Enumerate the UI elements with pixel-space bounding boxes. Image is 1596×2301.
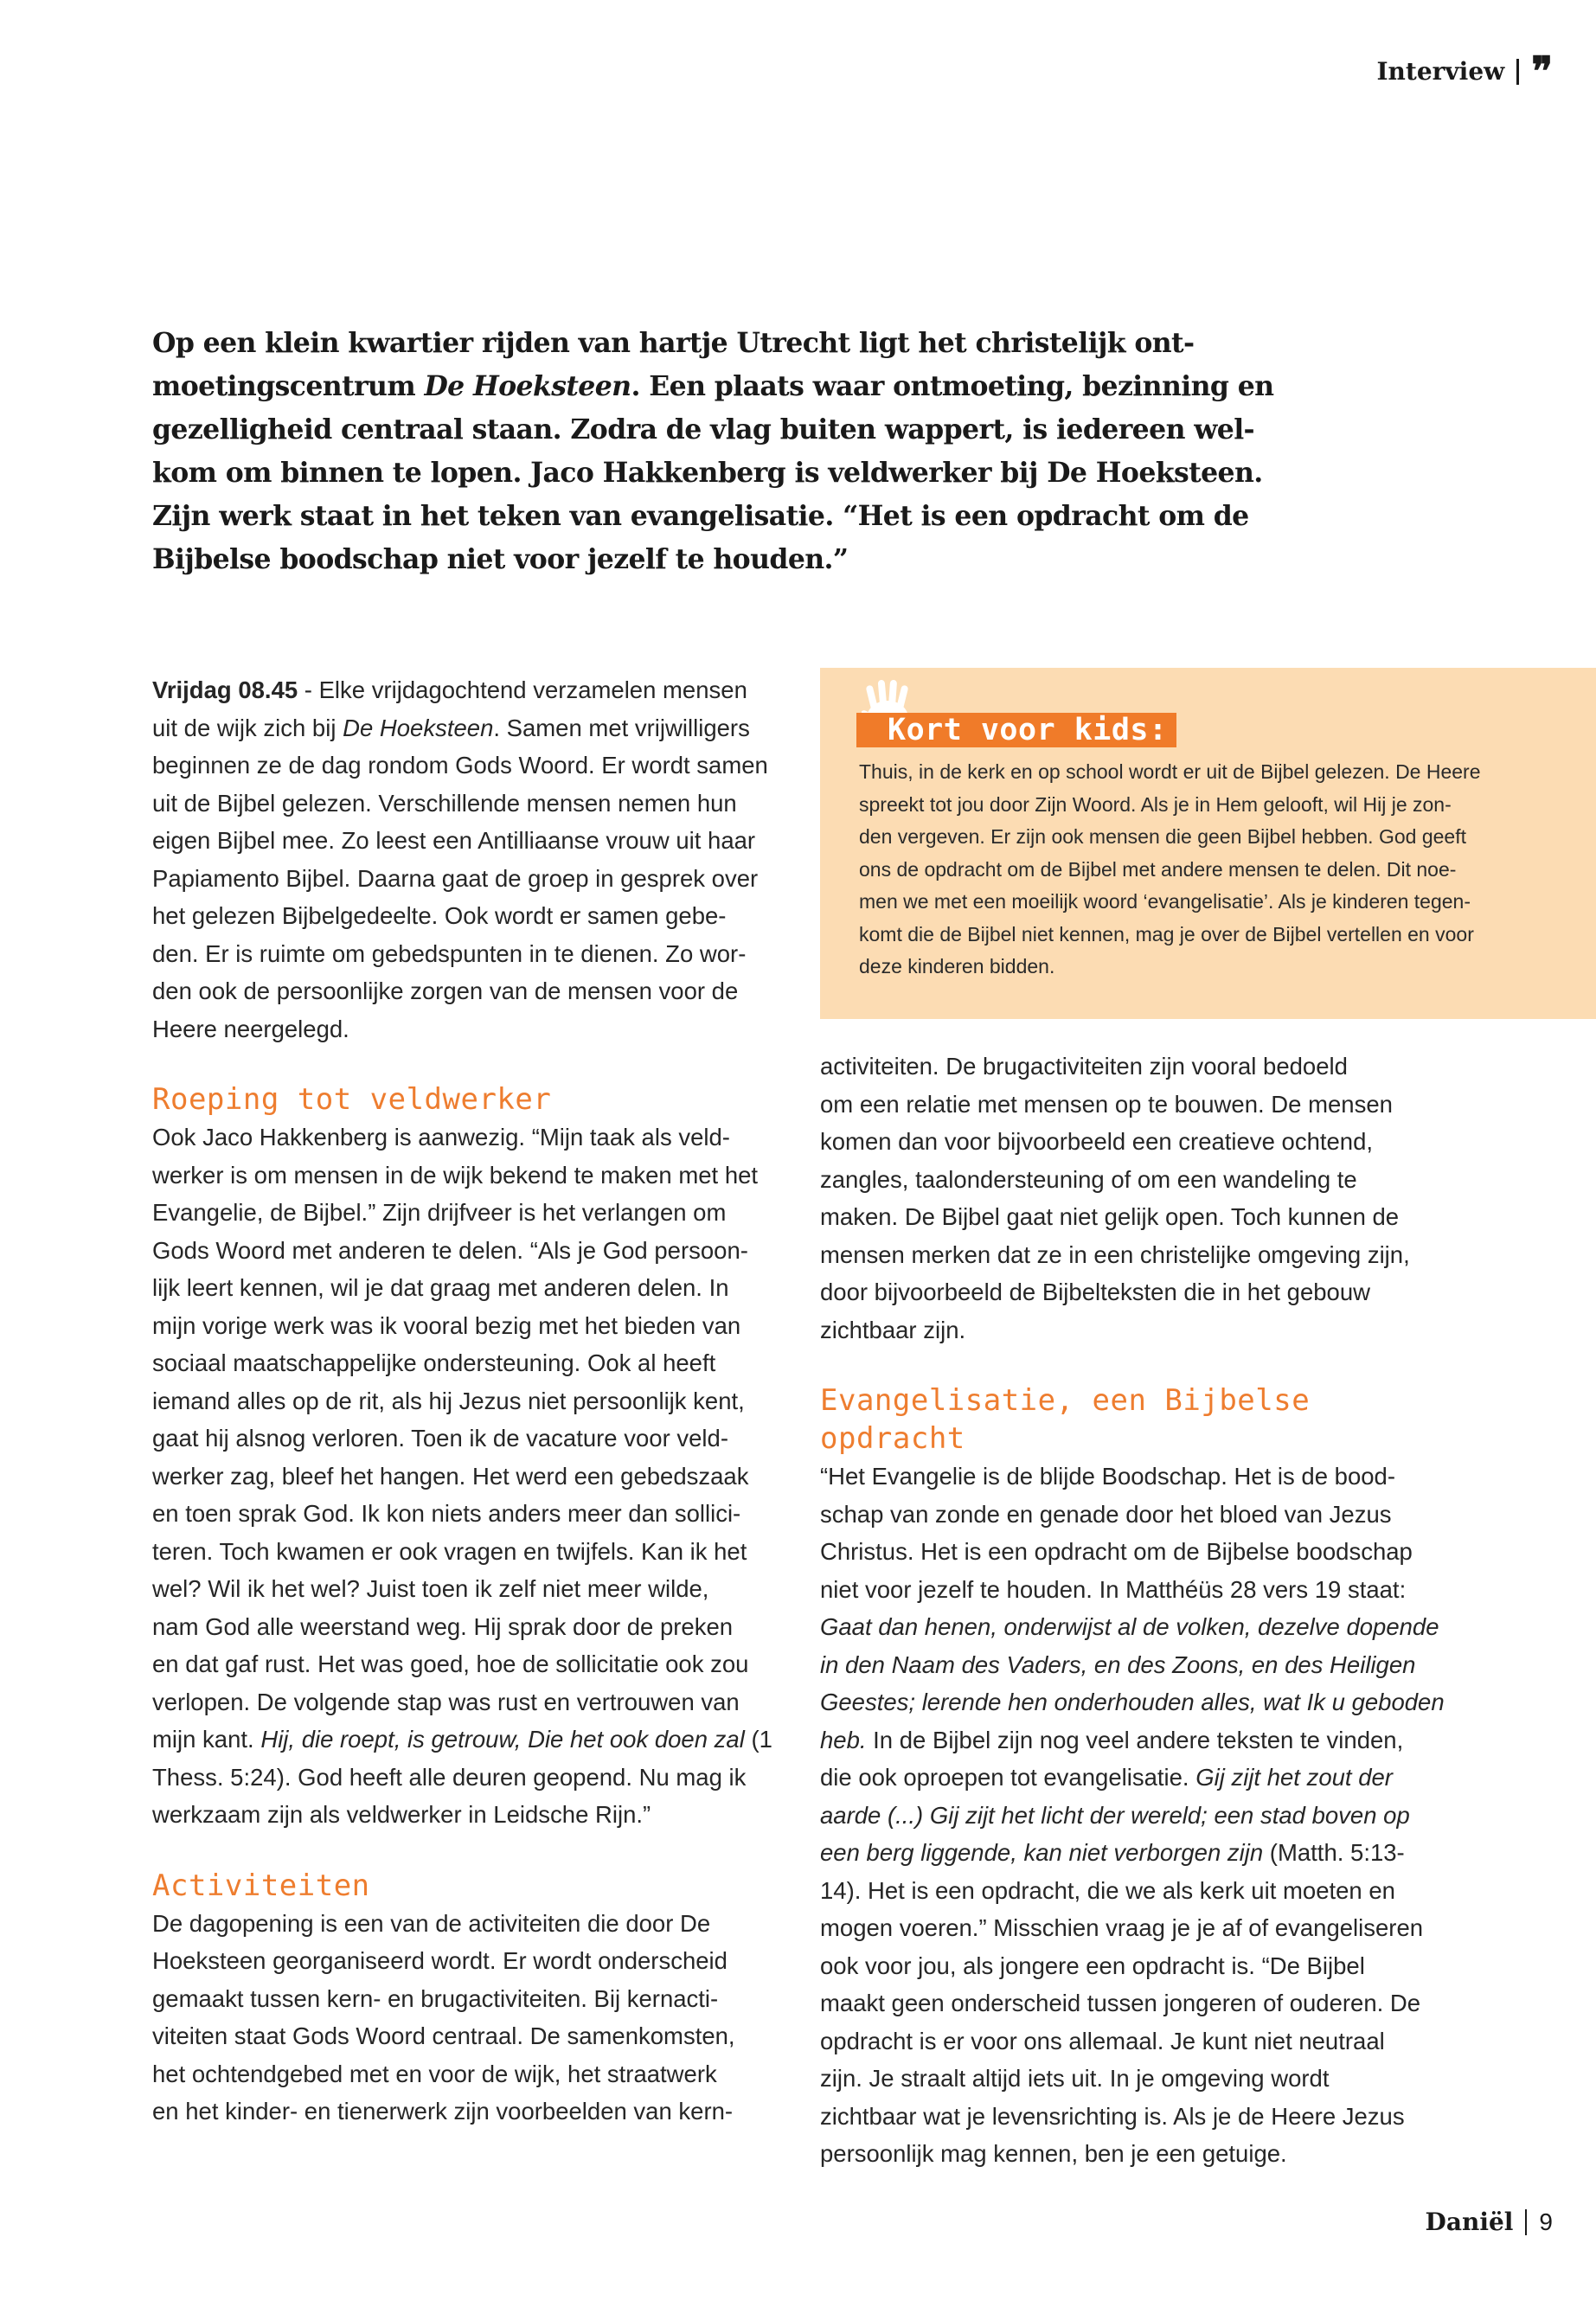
opening-paragraph <box>152 671 792 1048</box>
text-line: mijn kant. Hij, die roept, is getrouw, Die het ook doen zal (1 <box>152 1726 772 1753</box>
text-line: lijk leert kennen, wil je dat graag met anderen delen. In <box>152 1274 729 1301</box>
text-line: Op een klein kwartier rijden van hartje Utrecht ligt het christelijk ont- <box>152 327 1195 359</box>
kids-text <box>859 756 1577 984</box>
text-line: door bijvoorbeeld de Bijbelteksten die in het gebouw <box>820 1279 1370 1305</box>
text-line: nam God alle weerstand weg. Hij sprak door de preken <box>152 1612 734 1640</box>
text-line: sociaal maatschappelijke ondersteuning. Ook al heeft <box>152 1349 716 1376</box>
text-line: en toen sprak God. Ik kon niets anders meer dan sollici- <box>152 1500 741 1527</box>
text-line: en dat gaf rust. Het was goed, hoe de sollicitatie ook zou <box>152 1650 749 1677</box>
text-line: Thess. 5:24). God heeft alle deuren geopend. Nu mag ik <box>152 1763 747 1791</box>
text-line: maakt geen onderscheid tussen jongeren of ouderen. De <box>820 1990 1421 2016</box>
text-line: Christus. Het is een opdracht om de Bijbelse boodschap <box>820 1538 1413 1565</box>
text-line: viteiten staat Gods Woord centraal. De samenkomsten, <box>152 2022 735 2049</box>
text-line: werkzaam zijn als veldwerker in Leidsche Rijn.” <box>152 1801 651 1828</box>
right-column <box>820 1048 1460 2173</box>
kids-box <box>820 668 1596 1019</box>
section-label: Interview <box>1376 57 1505 86</box>
left-column <box>152 671 792 2131</box>
text-line: mijn vorige werk was ik vooral bezig met het bieden van <box>152 1311 741 1339</box>
text-line: werker zag, bleef het hangen. Het werd een gebedszaak <box>152 1462 749 1490</box>
text-line: niet voor jezelf te houden. In Matthéüs 28 vers 19 staat: <box>820 1575 1407 1603</box>
text-line: 14). Het is een opdracht, die we als kerk uit moeten en <box>820 1876 1395 1904</box>
text-line: die ook oproepen tot evangelisatie. Gij zijt het zout der <box>820 1764 1393 1791</box>
text-line: zichtbaar zijn. <box>820 1316 966 1343</box>
text-line: “Het Evangelie is de blijde Boodschap. Het is de bood- <box>820 1463 1395 1490</box>
continued-paragraph <box>820 1048 1460 1349</box>
page-footer <box>1426 2208 1553 2236</box>
page-number: 9 <box>1539 2208 1553 2235</box>
text-line: schap van zonde en genade door het bloed van Jezus <box>820 1500 1392 1528</box>
text-line: gezelligheid centraal staan. Zodra de vlag buiten wappert, is iedereen wel- <box>152 413 1255 445</box>
text-line: De dagopening is een van de activiteiten die door De <box>152 1909 711 1937</box>
text-line: wel? Wil ik het wel? Juist toen ik zelf niet meer wilde, <box>152 1575 709 1602</box>
kids-title-text: Kort voor kids: <box>888 713 1168 747</box>
text-line: zichtbaar wat je levensrichting is. Als je de Heere Jezus <box>820 2102 1405 2130</box>
text-line: verlopen. De volgende stap was rust en vertrouwen van <box>152 1688 740 1715</box>
text-line: zijn. Je straalt altijd iets uit. In je omgeving wordt <box>820 2065 1330 2092</box>
section-heading-evangelisatie: Evangelisatie, een Bijbelse opdracht <box>820 1383 1311 1456</box>
footer-divider <box>1525 2209 1527 2235</box>
text-line: Gaat dan henen, onderwijst al de volken, dezelve dopende <box>820 1613 1439 1640</box>
text-line: een berg liggende, kan niet verborgen zijn (Matth. 5:13- <box>820 1839 1405 1866</box>
text-line: in den Naam des Vaders, en des Zoons, en des Heiligen <box>820 1650 1416 1678</box>
text-line: kom om binnen te lopen. Jaco Hakkenberg is veldwerker bij De Hoeksteen. <box>152 457 1263 489</box>
text-line: Geestes; lerende hen onderhouden alles, wat Ik u geboden <box>820 1689 1445 1715</box>
text-line: den ook de persoonlijke zorgen van de mensen voor de <box>152 977 739 1004</box>
text-line: het gelezen Bijbelgedeelte. Ook wordt er samen gebe- <box>152 902 727 929</box>
text-line: uit de wijk zich bij De Hoeksteen. Samen met vrijwilligers <box>152 714 750 741</box>
text-line: uit de Bijbel gelezen. Verschillende mensen nemen hun <box>152 789 737 817</box>
text-line: opdracht is er voor ons allemaal. Je kunt niet neutraal <box>820 2027 1385 2054</box>
text-line: aarde (...) Gij zijt het licht der wereld; een stad boven op <box>820 1801 1410 1829</box>
text-line: den. Er is ruimte om gebedspunten in te dienen. Zo wor- <box>152 939 747 967</box>
text-line: mensen merken dat ze in een christelijke omgeving zijn, <box>820 1240 1410 1268</box>
text-line: werker is om mensen in de wijk bekend te maken met het <box>152 1161 759 1189</box>
text-line: heb. In de Bijbel zijn nog veel andere teksten te vinden, <box>820 1726 1404 1753</box>
text-line: den vergeven. Er zijn ook mensen die geen Bijbel hebben. God geeft <box>859 825 1466 848</box>
text-line: moetingscentrum De Hoeksteen. Een plaats waar ontmoeting, bezinning en <box>152 370 1274 402</box>
text-line: persoonlijk mag kennen, ben je een getuige. <box>820 2140 1287 2167</box>
text-line: om een relatie met mensen op te bouwen. De mensen <box>820 1090 1393 1118</box>
text-line: spreekt tot jou door Zijn Woord. Als je in Hem gelooft, wil Hij je zon- <box>859 792 1452 816</box>
text-line: Hoeksteen georganiseerd wordt. Er wordt onderscheid <box>152 1947 727 1974</box>
text-line: gemaakt tussen kern- en brugactiviteiten. Bij kernacti- <box>152 1984 719 2012</box>
section-body-evangelisatie <box>820 1458 1460 2173</box>
text-line: iemand alles op de rit, als hij Jezus niet persoonlijk kent, <box>152 1387 745 1414</box>
text-line: beginnen ze de dag rondom Gods Woord. Er wordt samen <box>152 752 768 779</box>
text-line: Thuis, in de kerk en op school wordt er uit de Bijbel gelezen. De Heere <box>859 760 1481 783</box>
text-line: ons de opdracht om de Bijbel met andere mensen te delen. Dit noe- <box>859 857 1457 881</box>
text-line: maken. De Bijbel gaat niet gelijk open. Toch kunnen de <box>820 1203 1400 1230</box>
text-line: Bijbelse boodschap niet voor jezelf te houden.” <box>152 543 849 575</box>
text-line: komen dan voor bijvoorbeeld een creatieve ochtend, <box>820 1128 1374 1155</box>
text-line: gaat hij alsnog verloren. Toen ik de vacature voor veld- <box>152 1425 728 1452</box>
text-line: activiteiten. De brugactiviteiten zijn vooral bedoeld <box>820 1053 1348 1080</box>
kids-title <box>856 713 1176 747</box>
text-line: mogen voeren.” Misschien vraag je je af of evangeliseren <box>820 1914 1424 1941</box>
quote-icon: ❞ <box>1531 47 1553 94</box>
intro-paragraph <box>152 322 1274 581</box>
text-line: eigen Bijbel mee. Zo leest een Antilliaanse vrouw uit haar <box>152 827 756 854</box>
text-line: Zijn werk staat in het teken van evangelisatie. “Het is een opdracht om de <box>152 500 1249 532</box>
text-line: deze kinderen bidden. <box>859 955 1055 977</box>
section-heading-roeping: Roeping tot veldwerker <box>152 1082 552 1117</box>
header-divider <box>1516 59 1519 85</box>
text-line: komt die de Bijbel niet kennen, mag je over de Bijbel vertellen en voor <box>859 922 1474 945</box>
text-line: Heere neergelegd. <box>152 1015 349 1042</box>
text-line: Gods Woord met anderen te delen. “Als je God persoon- <box>152 1236 748 1264</box>
text-line: en het kinder- en tienerwerk zijn voorbeelden van kern- <box>152 2098 734 2125</box>
text-line: Vrijdag 08.45 - Elke vrijdagochtend verzamelen mensen <box>152 676 747 703</box>
magazine-name: Daniël <box>1425 2208 1514 2236</box>
page-header <box>1376 47 1553 94</box>
section-body-activiteiten <box>152 1905 792 2131</box>
text-line: Papiamento Bijbel. Daarna gaat de groep in gesprek over <box>152 864 759 892</box>
text-line: teren. Toch kwamen er ook vragen en twijfels. Kan ik het <box>152 1537 747 1565</box>
lead-label: Vrijdag 08.45 <box>152 676 298 703</box>
text-line: men we met een moeilijk woord ‘evangelisatie’. Als je kinderen tegen- <box>859 890 1471 913</box>
text-line: ook voor jou, als jongere een opdracht is. “De Bijbel <box>820 1952 1365 1979</box>
text-line: Ook Jaco Hakkenberg is aanwezig. “Mijn taak als veld- <box>152 1124 730 1150</box>
text-line: het ochtendgebed met en voor de wijk, het straatwerk <box>152 2060 717 2087</box>
text-line: Evangelie, de Bijbel.” Zijn drijfveer is het verlangen om <box>152 1199 727 1226</box>
section-heading-activiteiten: Activiteiten <box>152 1868 370 1903</box>
section-body-roeping <box>152 1118 792 1834</box>
text-line: zangles, taalondersteuning of om een wandeling te <box>820 1165 1357 1193</box>
